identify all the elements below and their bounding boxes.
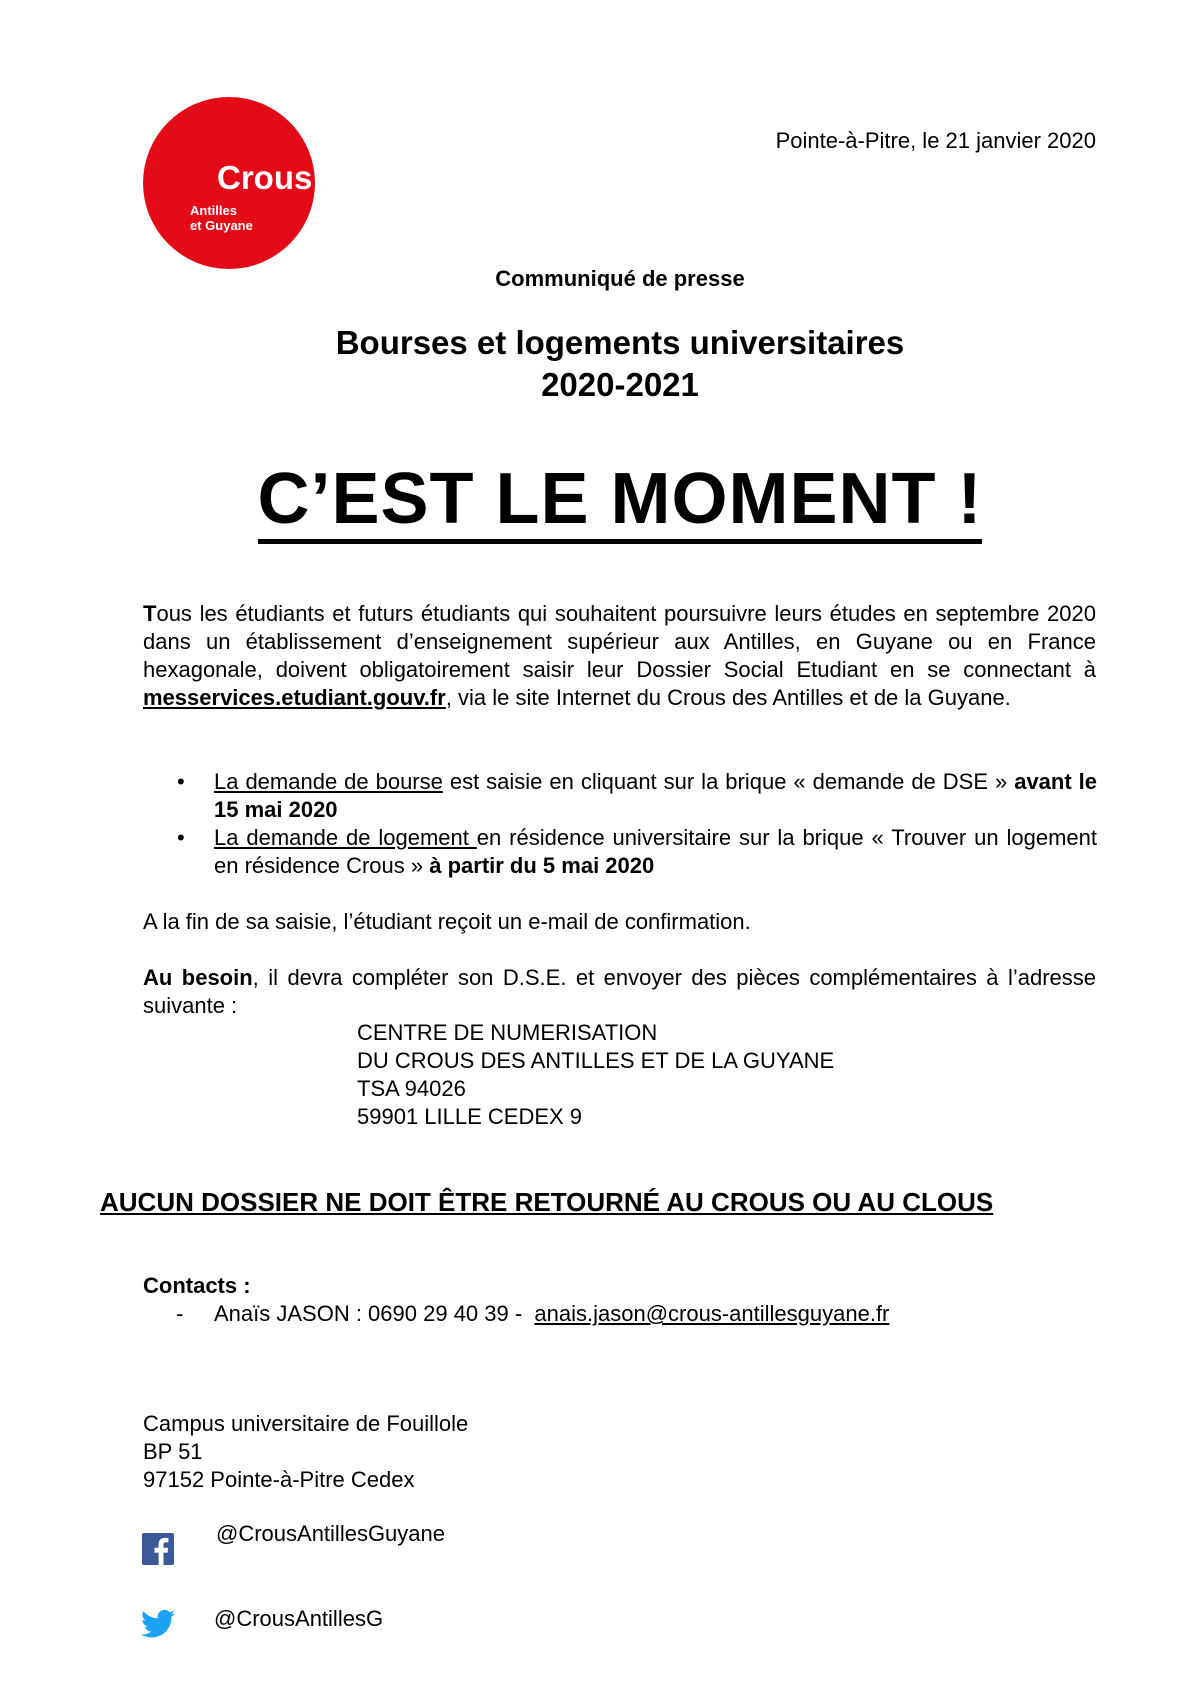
- contact-email-link[interactable]: anais.jason@crous-antillesguyane.fr: [534, 1301, 890, 1326]
- intro-text-after: , via le site Internet du Crous des Antilles et de la Guyane.: [445, 685, 1011, 710]
- campus-line: 97152 Pointe-à-Pitre Cedex: [143, 1467, 415, 1492]
- bullet-text: en résidence universitaire sur la brique « Trouver un logement en résidence Crous »: [214, 825, 1098, 878]
- campus-address: [143, 1410, 468, 1494]
- need-bold: Au besoin: [143, 965, 253, 990]
- bullet-text: est saisie en cliquant sur la brique « demande de DSE »: [442, 769, 1015, 794]
- bullet-dot: •: [177, 825, 185, 850]
- messervices-link[interactable]: messervices.etudiant.gouv.fr: [143, 685, 446, 710]
- intro-first-letter: T: [143, 601, 157, 626]
- confirmation-text: A la fin de sa saisie, l’étudiant reçoit un e-mail de confirmation.: [143, 909, 751, 934]
- logo-subtitle-line1: Antilles: [190, 203, 237, 218]
- title-line-2: 2020-2021: [541, 366, 699, 403]
- twitter-handle[interactable]: @CrousAntillesG: [214, 1606, 384, 1631]
- bullet-underlined: La demande de logement: [214, 825, 477, 850]
- document-title: [0, 322, 1190, 406]
- address-line: TSA 94026: [357, 1076, 466, 1101]
- headline-text: C’EST LE MOMENT !: [258, 459, 983, 544]
- need-paragraph: [143, 964, 1096, 1020]
- document-kicker: Communiqué de presse: [495, 266, 745, 291]
- warning-banner: AUCUN DOSSIER NE DOIT ÊTRE RETOURNÉ AU CROUS OU AU CLOUS: [100, 1187, 994, 1217]
- crous-logo: [143, 97, 315, 269]
- twitter-icon[interactable]: [141, 1609, 173, 1641]
- title-line-1: Bourses et logements universitaires: [335, 324, 905, 361]
- list-item: [172, 768, 1097, 824]
- intro-text-before: ous les étudiants et futurs étudiants qui souhaitent poursuivre leurs études en septembre 2020 dans un établissement d’enseignement supérieur aux Antilles, en Guyane ou en France hexagonale, doivent obligatoirement saisir leur Dossier Social Etudiant en se connectant à: [143, 601, 1096, 682]
- contacts-label: Contacts :: [143, 1273, 251, 1298]
- logo-subtitle: [190, 203, 253, 233]
- bullet-bold: à partir du 5 mai 2020: [429, 853, 655, 878]
- contact-dash: -: [176, 1301, 184, 1326]
- need-text: , il devra compléter son D.S.E. et envoyer des pièces complémentaires à l’adresse suivante :: [143, 965, 1096, 1018]
- facebook-handle[interactable]: @CrousAntillesGuyane: [216, 1521, 445, 1546]
- bullet-dot: •: [177, 769, 185, 794]
- bullet-bold: avant le 15 mai 2020: [214, 769, 1097, 822]
- logo-brand: Crous: [217, 159, 313, 196]
- address-line: DU CROUS DES ANTILLES ET DE LA GUYANE: [357, 1048, 835, 1073]
- intro-paragraph: [143, 600, 1096, 712]
- facebook-icon[interactable]: [142, 1533, 174, 1565]
- campus-line: Campus universitaire de Fouillole: [143, 1411, 469, 1436]
- contact-person: Anaïs JASON : 0690 29 40 39 -: [214, 1301, 523, 1326]
- headline: [0, 459, 1190, 539]
- document-date: Pointe-à-Pitre, le 21 janvier 2020: [775, 128, 1096, 153]
- campus-line: BP 51: [143, 1439, 203, 1464]
- address-line: CENTRE DE NUMERISATION: [357, 1020, 658, 1045]
- address-line: 59901 LILLE CEDEX 9: [357, 1104, 583, 1129]
- list-item: [172, 824, 1097, 880]
- contact-item: [176, 1301, 889, 1327]
- bullet-underlined: La demande de bourse: [214, 769, 443, 794]
- logo-subtitle-line2: et Guyane: [190, 218, 253, 233]
- bullet-list: [172, 768, 1097, 880]
- postal-address: [357, 1019, 834, 1131]
